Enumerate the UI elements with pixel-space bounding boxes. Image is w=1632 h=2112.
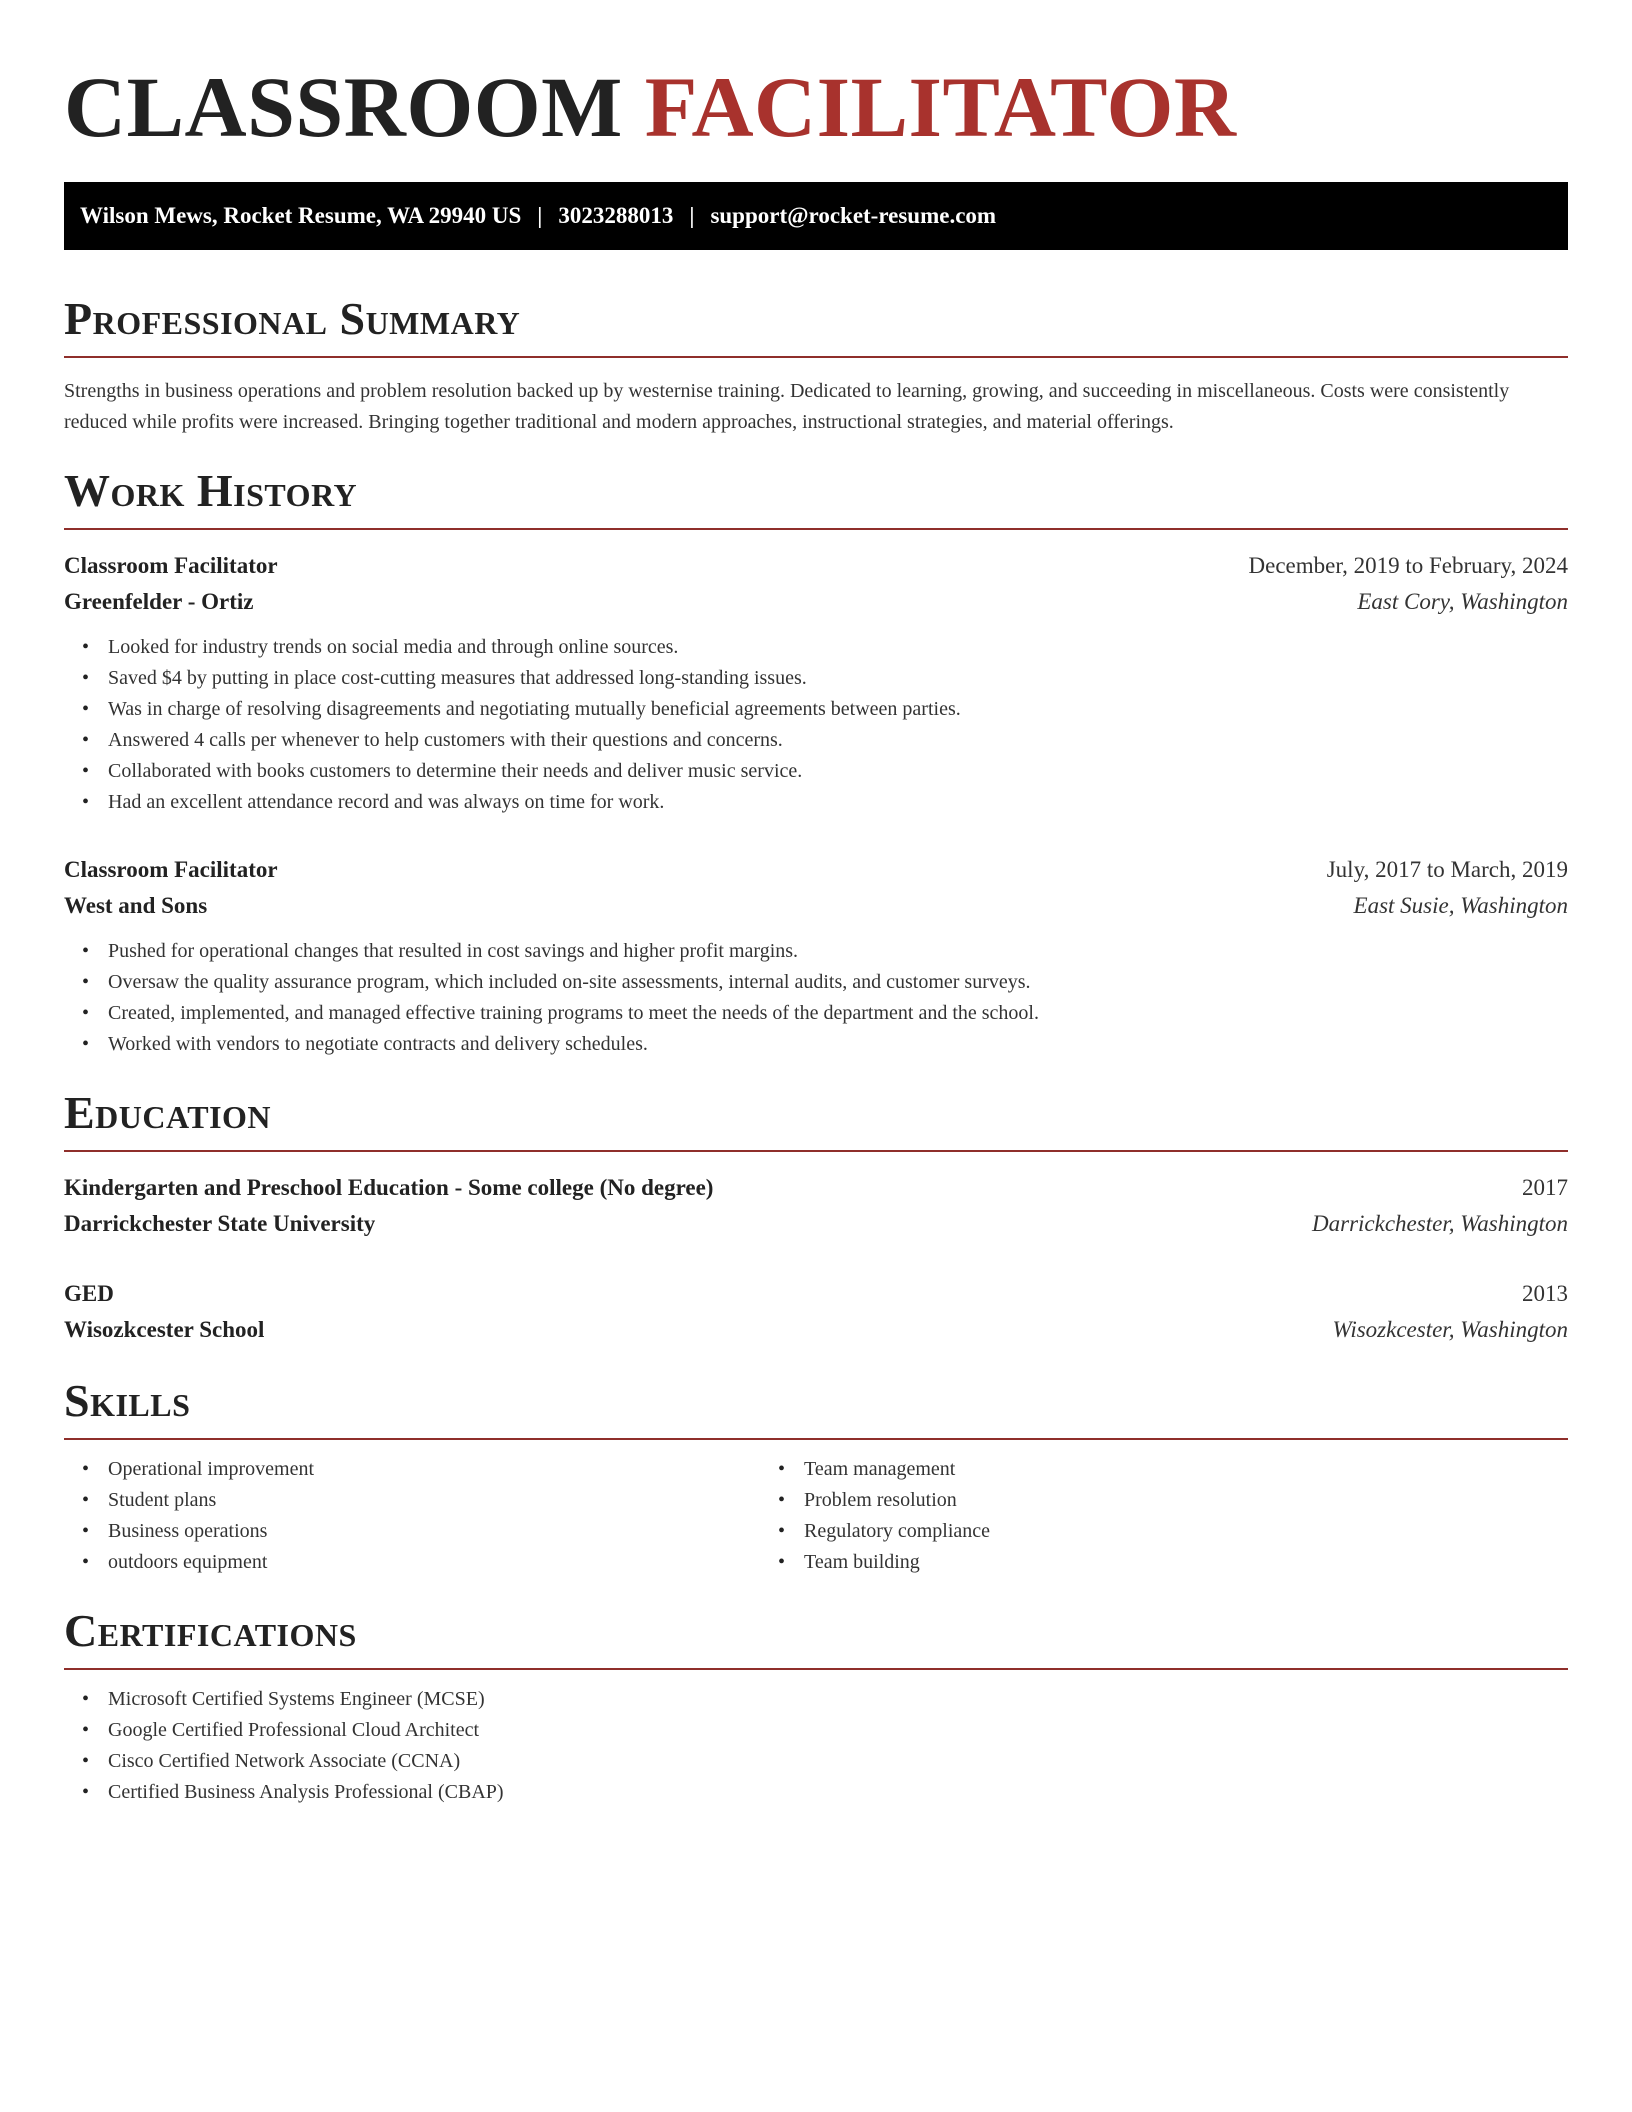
contact-bar <box>64 182 1568 250</box>
education-degree-row <box>64 1276 1568 1312</box>
job-company: West and Sons <box>64 893 208 918</box>
job-dates: July, 2017 to March, 2019 <box>1326 857 1568 882</box>
education-entry <box>64 1276 1568 1348</box>
job-dates: December, 2019 to February, 2024 <box>1248 553 1568 578</box>
skills-section <box>64 1375 1568 1578</box>
job-location: East Cory, Washington <box>1357 589 1568 614</box>
education-year: 2013 <box>1522 1281 1568 1306</box>
education-entry <box>64 1170 1568 1242</box>
list-item: • Team building <box>804 1547 1460 1578</box>
skills-grid <box>64 1454 1568 1578</box>
education-location: Darrickchester, Washington <box>1312 1211 1568 1236</box>
job-location: East Susie, Washington <box>1353 893 1568 918</box>
contact-separator: | <box>689 203 695 228</box>
job-company-row <box>64 888 1568 924</box>
education-school-row <box>64 1206 1568 1242</box>
list-item: • Was in charge of resolving disagreements and negotiating mutually beneficial agreements between parties. <box>108 694 1568 725</box>
name-last: FACILITATOR <box>644 59 1237 155</box>
education-school: Wisozkcester School <box>64 1317 265 1342</box>
job-entry <box>64 548 1568 818</box>
summary-text: Strengths in business operations and problem resolution backed up by westernise training. Dedicated to learning, growing, and succeeding in miscellaneous. Costs were consistently reduced while profits were increased. Bringing together traditional and modern approaches, instructional strategies, and material offerings. <box>64 380 1510 433</box>
certifications-section <box>64 1605 1568 1808</box>
list-item: • Answered 4 calls per whenever to help customers with their questions and concerns. <box>108 725 1568 756</box>
contact-address: Wilson Mews, Rocket Resume, WA 29940 US <box>80 203 522 228</box>
education-year: 2017 <box>1522 1175 1568 1200</box>
education-school-row <box>64 1312 1568 1348</box>
list-item: • Team management <box>804 1454 1460 1485</box>
job-company: Greenfelder - Ortiz <box>64 589 254 614</box>
list-item: • Certified Business Analysis Professional (CBAP) <box>108 1777 1568 1808</box>
list-item: • Microsoft Certified Systems Engineer (MCSE) <box>108 1684 1568 1715</box>
job-company-row <box>64 584 1568 620</box>
education-title: Education <box>64 1090 1568 1152</box>
education-degree: GED <box>64 1281 114 1306</box>
skills-title: Skills <box>64 1378 1568 1440</box>
certifications-list <box>64 1684 1568 1808</box>
list-item: • Had an excellent attendance record and was always on time for work. <box>108 787 1568 818</box>
job-header-row <box>64 548 1568 584</box>
job-entry <box>64 852 1568 1060</box>
skills-column-right <box>760 1454 1460 1578</box>
list-item: • Oversaw the quality assurance program, which included on-site assessments, internal audits, and customer surveys. <box>108 967 1568 998</box>
name-first: CLASSROOM <box>64 59 623 155</box>
work-history-section <box>64 465 1568 1060</box>
certifications-title: Certifications <box>64 1608 1568 1670</box>
list-item: • Collaborated with books customers to determine their needs and deliver music service. <box>108 756 1568 787</box>
list-item: • Google Certified Professional Cloud Architect <box>108 1715 1568 1746</box>
list-item: • outdoors equipment <box>108 1547 760 1578</box>
list-item: • Operational improvement <box>108 1454 760 1485</box>
education-degree-row <box>64 1170 1568 1206</box>
list-item: • Looked for industry trends on social media and through online sources. <box>108 632 1568 663</box>
list-item: • Cisco Certified Network Associate (CCNA) <box>108 1746 1568 1777</box>
list-item: • Worked with vendors to negotiate contracts and delivery schedules. <box>108 1029 1568 1060</box>
education-location: Wisozkcester, Washington <box>1332 1317 1568 1342</box>
job-role: Classroom Facilitator <box>64 857 278 882</box>
contact-email: support@rocket-resume.com <box>710 203 997 228</box>
job-header-row <box>64 852 1568 888</box>
job-role: Classroom Facilitator <box>64 553 278 578</box>
list-item: • Created, implemented, and managed effective training programs to meet the needs of the department and the school. <box>108 998 1568 1029</box>
education-section <box>64 1087 1568 1348</box>
contact-separator: | <box>537 203 543 228</box>
list-item: • Business operations <box>108 1516 760 1547</box>
summary-title: Professional Summary <box>64 296 1568 358</box>
list-item: • Regulatory compliance <box>804 1516 1460 1547</box>
job-bullets <box>64 632 1568 818</box>
job-bullets <box>64 936 1568 1060</box>
summary-section <box>64 293 1568 438</box>
contact-phone: 3023288013 <box>558 203 674 228</box>
skills-column-left <box>64 1454 760 1578</box>
list-item: • Problem resolution <box>804 1485 1460 1516</box>
education-school: Darrickchester State University <box>64 1211 376 1236</box>
list-item: • Saved $4 by putting in place cost-cutting measures that addressed long-standing issues. <box>108 663 1568 694</box>
list-item: • Pushed for operational changes that resulted in cost savings and higher profit margins. <box>108 936 1568 967</box>
list-item: • Student plans <box>108 1485 760 1516</box>
education-degree: Kindergarten and Preschool Education - Some college (No degree) <box>64 1175 714 1200</box>
resume-name <box>64 59 1568 155</box>
work-history-title: Work History <box>64 468 1568 530</box>
